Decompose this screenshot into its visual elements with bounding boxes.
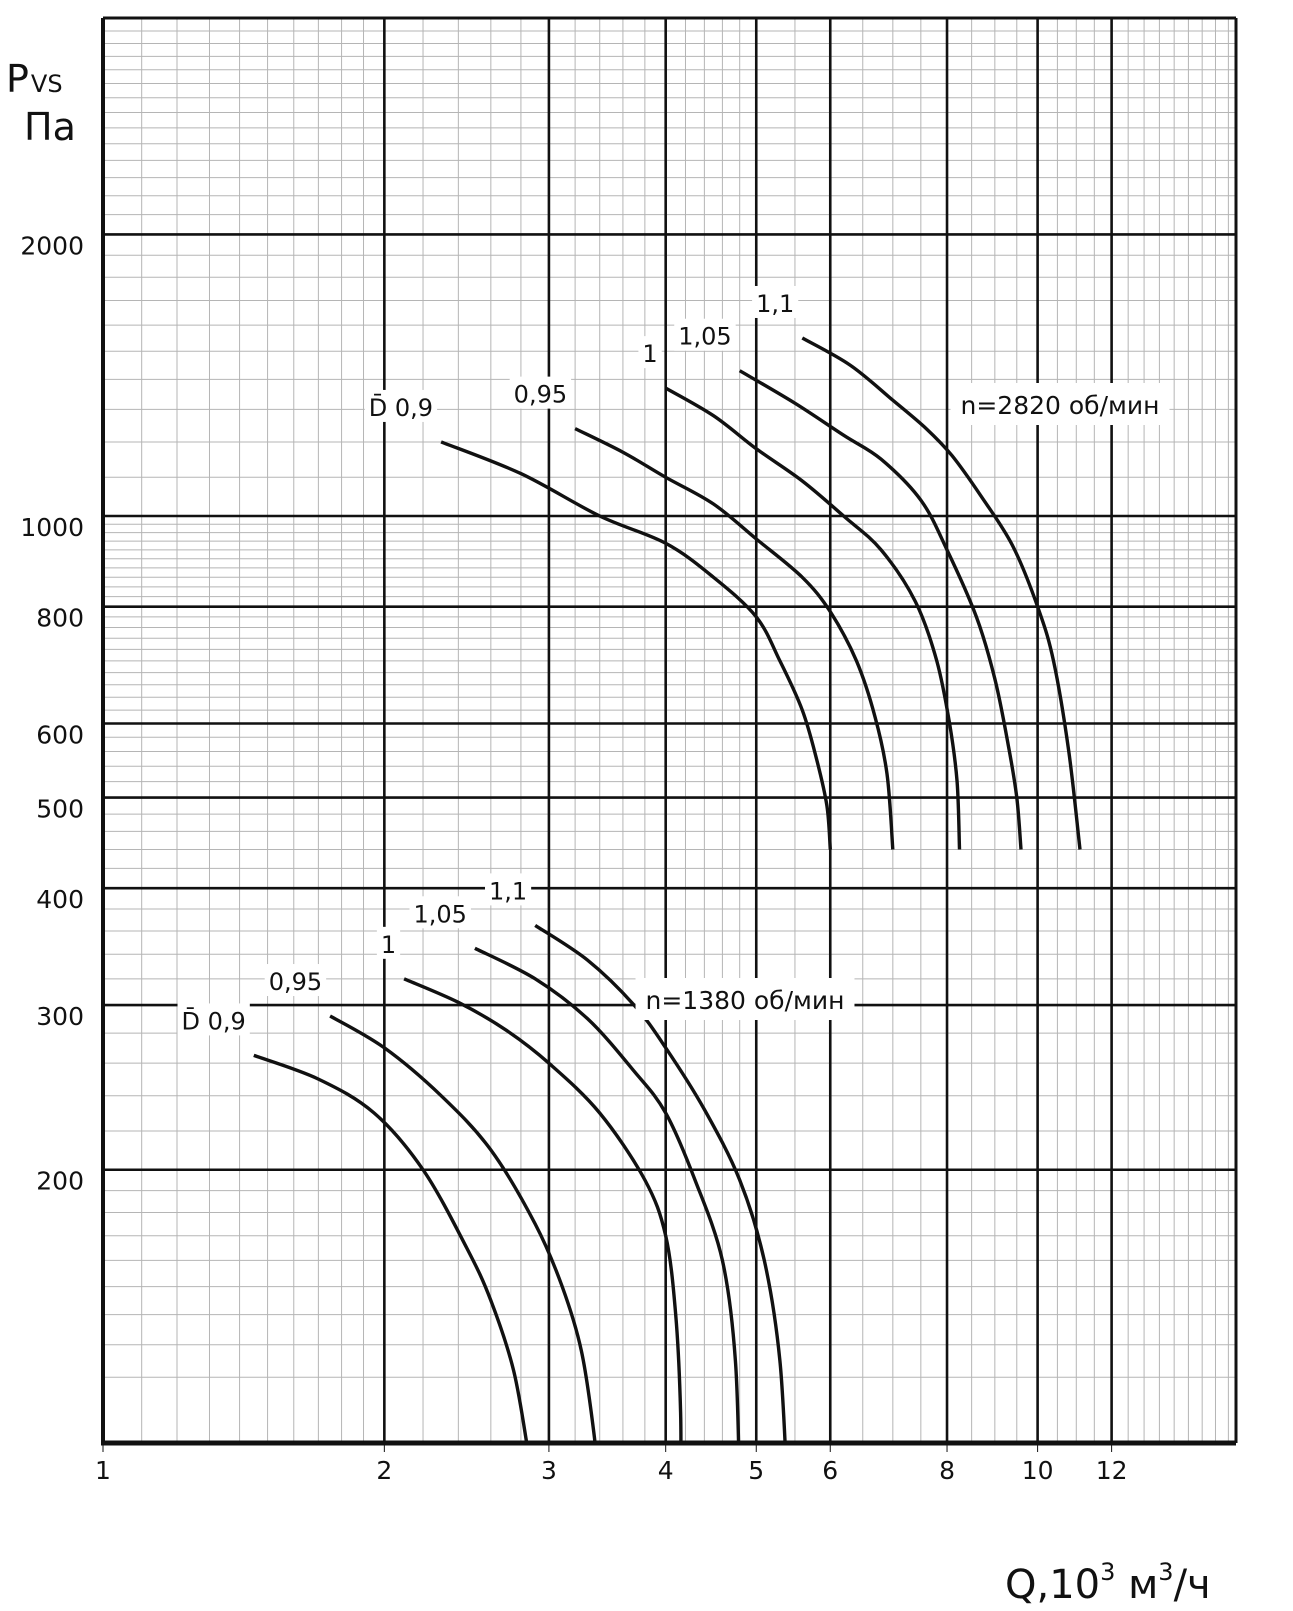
curve-label: 1,05 xyxy=(413,900,467,929)
y-tick-label: 2000 xyxy=(20,231,84,261)
curve-n1380-2 xyxy=(330,1016,600,1494)
curve-label: D̄ 0,9 xyxy=(181,1007,246,1036)
y-tick-label: 600 xyxy=(36,720,84,750)
speed-label: n=2820 об/мин xyxy=(960,391,1160,420)
x-tick-label: 3 xyxy=(540,1456,557,1485)
speed-label: n=1380 об/мин xyxy=(645,986,845,1015)
x-tick-label: 6 xyxy=(822,1456,839,1485)
x-tick-label: 8 xyxy=(939,1456,955,1485)
x-tick-label: 5 xyxy=(748,1456,765,1485)
curve-n2820-3 xyxy=(666,388,960,849)
curve-n1380-1 xyxy=(254,1055,535,1494)
y-tick-label: 1000 xyxy=(20,513,84,542)
curve-label: 1,1 xyxy=(488,877,528,906)
y-tick-label: 300 xyxy=(36,1002,84,1032)
y-tick-label: 200 xyxy=(36,1166,84,1196)
x-tick-label: 10 xyxy=(1021,1456,1054,1485)
y-axis-label-unit: Па xyxy=(24,105,76,149)
x-tick-label: 4 xyxy=(657,1456,674,1485)
curve-n2820-1 xyxy=(441,442,830,850)
curve-label: 1,05 xyxy=(678,322,732,351)
y-tick-label: 500 xyxy=(36,794,84,824)
curve-n2820-4 xyxy=(740,371,1021,850)
curve-label: 1,1 xyxy=(756,289,795,318)
curve-label: 0,95 xyxy=(513,380,568,409)
x-tick-label: 1 xyxy=(95,1456,111,1485)
curve-label: 1 xyxy=(380,930,397,959)
x-tick-label: 2 xyxy=(376,1456,393,1485)
curve-label: 1 xyxy=(642,340,658,369)
curve-label: D̄ 0,9 xyxy=(368,393,434,422)
y-tick-label: 400 xyxy=(36,885,84,915)
y-tick-label: 800 xyxy=(36,603,84,633)
x-axis-label: $Q,10^3$ $м^3/ч$ xyxy=(1005,1558,1211,1608)
x-tick-label: 12 xyxy=(1095,1456,1128,1485)
curve-label: 0,95 xyxy=(268,968,323,997)
labels xyxy=(20,231,1169,1485)
curve-n1380-4 xyxy=(475,948,740,1494)
y-axis-label-pvs: PVS xyxy=(6,57,63,101)
